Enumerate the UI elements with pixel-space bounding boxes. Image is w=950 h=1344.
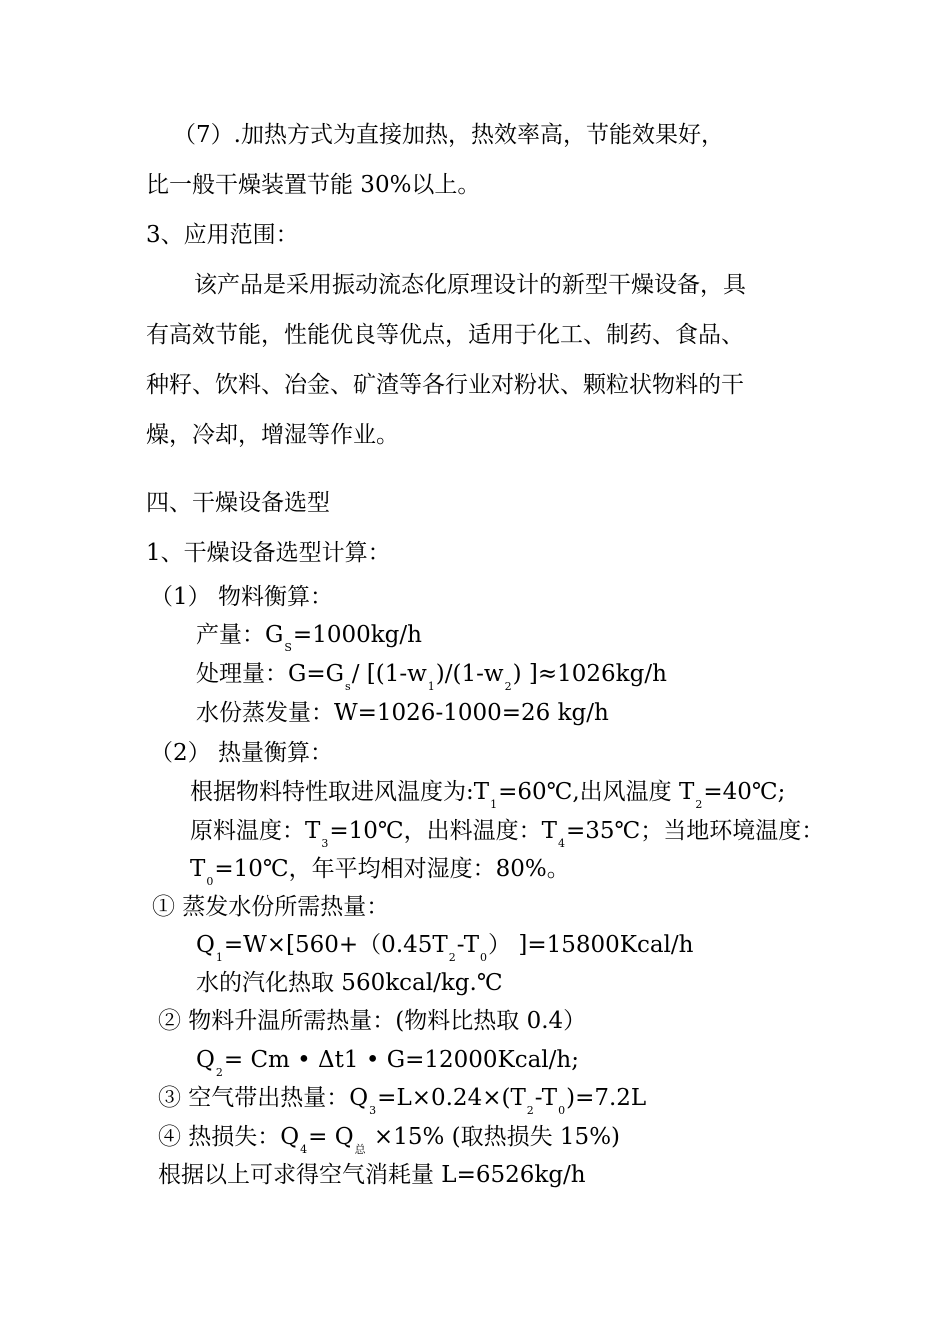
heat-balance-line2: 原料温度：$T_3=10℃$，出料温度：$T_4=35℃$；当地环境温度： bbox=[190, 818, 825, 850]
q1-note: 水的汽化热取 560kcal/kg.℃ bbox=[196, 970, 503, 996]
q1-heading: ① 蒸发水份所需热量： bbox=[152, 894, 390, 920]
item7-line1: （7）.加热方式为直接加热，热效率高，节能效果好， bbox=[173, 122, 724, 148]
material-output: 产量：$G_S=1000kg/h$ bbox=[196, 622, 422, 654]
q1-formula: $Q_1=W\times[560+(0.45T_2-T_0)$ ]=15800Kcal/h bbox=[196, 932, 694, 964]
material-processing: 处理量：$G=G_s/$ [$(1-w_1)/(1-w_2)$ ]≈1026kg/h bbox=[196, 661, 667, 693]
q4-line: ④ 热损失：$Q_4= Q_总 \times 15\%$ (取热损失 15%) bbox=[158, 1124, 621, 1156]
scope-line3: 种籽、饮料、冶金、矿渣等各行业对粉状、颗粒状物料的干 bbox=[146, 372, 744, 398]
subsection-1-heading: 1、干燥设备选型计算： bbox=[146, 540, 391, 566]
q2-heading: ② 物料升温所需热量：(物料比热取 0.4） bbox=[158, 1008, 587, 1034]
heat-balance-heading: （2） 热量衡算： bbox=[150, 740, 333, 766]
scope-line1: 该产品是采用振动流态化原理设计的新型干燥设备，具 bbox=[194, 272, 746, 298]
item7-line2: 比一般干燥装置节能 30%以上。 bbox=[146, 172, 481, 198]
section-3-heading: 3、应用范围： bbox=[146, 222, 299, 248]
material-balance-heading: （1） 物料衡算： bbox=[150, 584, 333, 610]
scope-line2: 有高效节能，性能优良等优点，适用于化工、制药、食品、 bbox=[146, 322, 744, 348]
heat-balance-line3: $T_0=10℃$，年平均相对湿度：80%。 bbox=[190, 856, 570, 888]
q3-line: ③ 空气带出热量：$Q_3=L\times 0.24\times(T_2-T_0)=7.2L$ bbox=[158, 1085, 647, 1117]
chapter-4-heading: 四、干燥设备选型 bbox=[146, 490, 330, 516]
q2-formula: $Q_2= Cm$ • Δt1 • G=12000Kcal/h; bbox=[196, 1047, 579, 1079]
scope-line4: 燥，冷却，增湿等作业。 bbox=[146, 422, 399, 448]
heat-balance-line1: 根据物料特性取进风温度为$:T_1=60℃$,出风温度 $T_2=40℃$; bbox=[190, 779, 786, 811]
material-water-evaporation: 水份蒸发量：W=1026-1000=26 kg/h bbox=[196, 700, 609, 726]
result-line: 根据以上可求得空气消耗量 L=6526kg/h bbox=[158, 1162, 586, 1188]
